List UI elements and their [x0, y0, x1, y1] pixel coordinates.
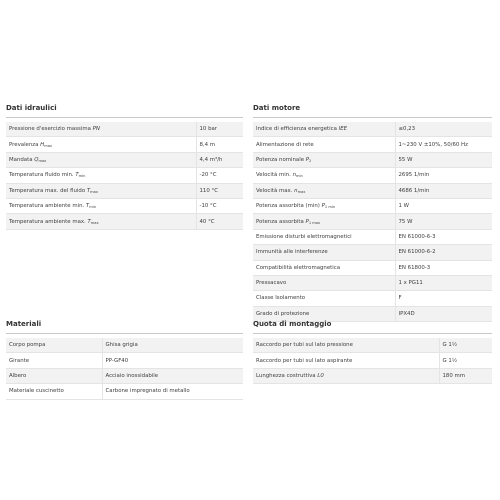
row-label: Compatibilità elettromagnetica — [256, 264, 341, 271]
row-value: Acciaio inossidabile — [102, 368, 243, 383]
table-row — [253, 229, 492, 244]
row-value: ≤0,23 — [395, 122, 492, 137]
row-value: EN 61000-6-3 — [395, 229, 492, 244]
section-dati-motore — [253, 104, 492, 322]
table-row — [253, 168, 492, 183]
row-label: Potenza nominale — [256, 156, 305, 163]
row-symbol: T — [86, 187, 91, 194]
table-row — [6, 152, 243, 167]
installation-dimensions-table — [253, 338, 492, 384]
row-symbol-subscript: 1 max — [308, 220, 321, 225]
table-row — [253, 122, 492, 137]
row-label: Immunità alle interferenze — [256, 249, 328, 256]
row-symbol-subscript: min — [89, 205, 96, 210]
row-value: 110 °C — [196, 183, 243, 198]
row-label-cell — [253, 338, 439, 353]
row-label-cell — [253, 183, 395, 198]
row-label-cell — [6, 353, 102, 368]
row-label-cell — [6, 183, 196, 198]
row-label-cell — [6, 384, 102, 399]
row-label: Velocità max. — [256, 187, 293, 194]
row-symbol: T — [87, 218, 91, 225]
table-row — [253, 183, 492, 198]
row-label: Velocità min. — [256, 172, 291, 179]
row-symbol: P — [321, 203, 325, 210]
table-row — [6, 168, 243, 183]
row-symbol: L0 — [317, 372, 324, 379]
table-row — [253, 245, 492, 260]
row-label: Emissione disturbi elettromagnetici — [256, 233, 352, 240]
row-label: Raccordo per tubi sul lato pressione — [256, 342, 353, 349]
row-label-cell — [253, 198, 395, 213]
table-row — [253, 260, 492, 275]
table-row — [6, 122, 243, 137]
row-symbol-subscript: max — [44, 143, 53, 148]
section-title: Materiali — [6, 320, 243, 334]
row-value: 55 W — [395, 152, 492, 167]
section-title: Quota di montaggio — [253, 320, 492, 334]
table-row — [6, 183, 243, 198]
row-label-cell — [253, 214, 395, 229]
table-row — [6, 353, 243, 368]
row-label-cell — [6, 122, 196, 137]
table-row — [6, 368, 243, 383]
row-value: 1 W — [395, 198, 492, 213]
row-symbol: IEE — [338, 126, 348, 133]
row-label: Classe Isolamento — [256, 295, 306, 302]
row-label-cell — [6, 368, 102, 383]
row-value: 2695 1/min — [395, 168, 492, 183]
row-symbol-subscript: max — [38, 158, 47, 163]
row-label: Alimentazione di rete — [256, 141, 314, 148]
row-value: 1~230 V ±10%, 50/60 Hz — [395, 137, 492, 152]
row-label: Girante — [9, 357, 30, 364]
row-value: EN 61800-3 — [395, 260, 492, 275]
table-row — [253, 338, 492, 353]
row-label-cell — [6, 168, 196, 183]
section-dati-idraulici — [6, 104, 243, 230]
row-symbol: T — [85, 203, 90, 210]
table-row — [253, 275, 492, 290]
row-label: Prevalenza — [9, 141, 39, 148]
row-symbol-subscript: min — [78, 174, 86, 179]
row-label: Indice di efficienza energetica — [256, 126, 337, 133]
row-label-cell — [6, 152, 196, 167]
row-label: Temperatura ambiente min. — [9, 203, 85, 210]
row-label: Grado di protezione — [256, 310, 310, 317]
row-label-cell — [253, 291, 395, 306]
table-row — [253, 214, 492, 229]
row-symbol: Q — [34, 156, 39, 163]
row-value: 4686 1/min — [395, 183, 492, 198]
row-value: Ghisa grigia — [102, 338, 243, 353]
row-value: -10 °C — [196, 198, 243, 213]
row-value: 10 bar — [196, 122, 243, 137]
row-label: Temperatura fluido min. — [9, 172, 74, 179]
table-row — [6, 384, 243, 399]
section-quota-montaggio — [253, 320, 492, 384]
row-label: Albero — [9, 372, 27, 379]
row-label: Mandata — [9, 156, 33, 163]
row-value: 75 W — [395, 214, 492, 229]
table-row — [6, 338, 243, 353]
row-value: 40 °C — [196, 214, 243, 229]
table-row — [6, 137, 243, 152]
row-label-cell — [6, 214, 196, 229]
row-label-cell — [253, 168, 395, 183]
row-label: Temperatura max. del fluido — [9, 187, 86, 194]
row-symbol-subscript: max — [297, 189, 306, 194]
table-row — [253, 291, 492, 306]
row-label: Potenza assorbita — [256, 218, 304, 225]
row-value: EN 61000-6-2 — [395, 245, 492, 260]
row-symbol-subscript: max — [90, 189, 98, 194]
row-label-cell — [253, 229, 395, 244]
hydraulic-data-table — [6, 122, 243, 230]
row-label: Lunghezza costruttiva — [256, 372, 316, 379]
row-label: Pressacavo — [256, 280, 287, 287]
row-label-cell — [253, 368, 439, 383]
row-symbol: n — [292, 172, 296, 179]
table-row — [253, 137, 492, 152]
row-label-cell — [253, 137, 395, 152]
row-value: F — [395, 291, 492, 306]
row-value: 180 mm — [439, 368, 492, 383]
row-symbol: H — [40, 141, 45, 148]
row-label: Materiale cuscinetto — [9, 388, 64, 395]
row-label-cell — [253, 152, 395, 167]
row-value: PP-GF40 — [102, 353, 243, 368]
row-symbol: T — [75, 172, 79, 179]
row-label-cell — [6, 137, 196, 152]
row-value: G 1½ — [439, 338, 492, 353]
row-symbol-subscript: 1 min — [324, 205, 336, 210]
row-value: G 1½ — [439, 353, 492, 368]
row-value: 1 x PG11 — [395, 275, 492, 290]
row-label-cell — [253, 122, 395, 137]
table-row — [253, 152, 492, 167]
row-value: 4,4 m³/h — [196, 152, 243, 167]
table-row — [253, 368, 492, 383]
row-label-cell — [6, 338, 102, 353]
materials-table — [6, 338, 243, 400]
row-symbol: P — [305, 156, 310, 163]
section-title: Dati idraulici — [6, 104, 243, 118]
table-row — [253, 353, 492, 368]
row-value: 8,4 m — [196, 137, 243, 152]
section-title: Dati motore — [253, 104, 492, 118]
row-symbol-subscript: max — [90, 220, 99, 225]
row-symbol-subscript: 2 — [309, 158, 312, 163]
row-label-cell — [253, 260, 395, 275]
row-symbol: P — [305, 218, 309, 225]
table-row — [6, 214, 243, 229]
row-label: Raccordo per tubi sul lato aspirante — [256, 357, 353, 364]
motor-data-table — [253, 122, 492, 322]
row-label: Pressione d'esercizio massima — [9, 126, 91, 133]
row-label: Corpo pompa — [9, 342, 46, 349]
row-value: IPX4D — [395, 306, 492, 321]
row-label-cell — [253, 245, 395, 260]
row-value: -20 °C — [196, 168, 243, 183]
row-symbol: n — [294, 187, 298, 194]
row-label: Potenza assorbita (min) — [256, 203, 320, 210]
row-value: Carbone impregnato di metallo — [102, 384, 243, 399]
row-symbol-subscript: min — [296, 174, 303, 179]
row-label-cell — [253, 275, 395, 290]
row-label: Temperatura ambiente max. — [9, 218, 86, 225]
table-row — [6, 198, 243, 213]
section-materiali — [6, 320, 243, 400]
row-label-cell — [253, 353, 439, 368]
row-label-cell — [6, 198, 196, 213]
table-row — [253, 198, 492, 213]
row-symbol: PN — [92, 126, 100, 133]
